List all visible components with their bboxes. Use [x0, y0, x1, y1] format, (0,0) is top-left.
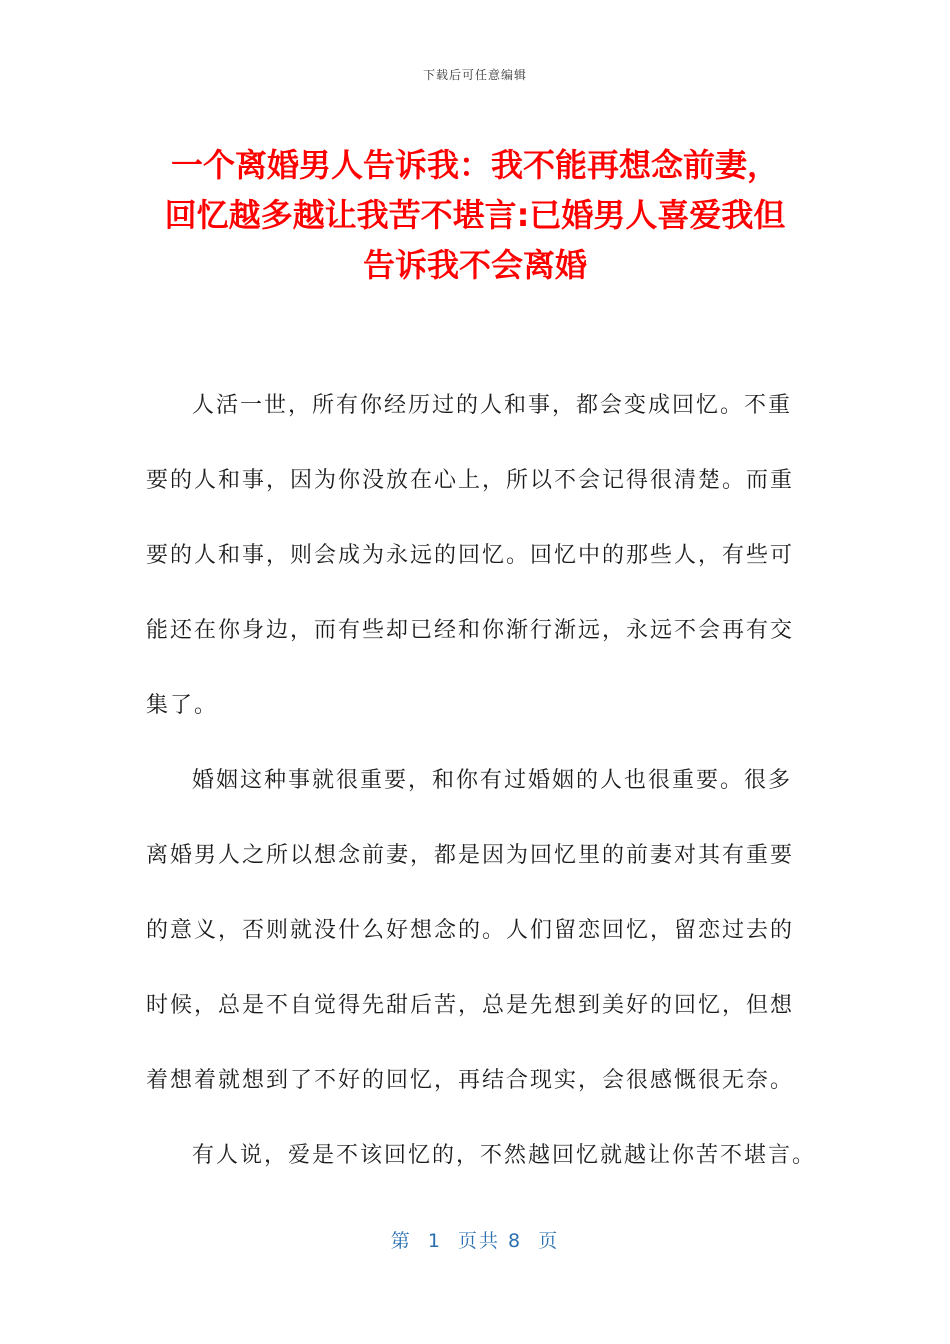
- document-title: [120, 140, 830, 290]
- paragraph: [146, 368, 806, 743]
- paragraph-line: 能还在你身边，而有些却已经和你渐行渐远，永远不会再有交: [146, 618, 795, 643]
- paragraph-line: 婚姻这种事就很重要，和你有过婚姻的人也很重要。很多: [192, 768, 793, 793]
- title-line: 告诉我不会离婚: [362, 246, 587, 284]
- paragraph-line: 的意义，否则就没什么好想念的。人们留恋回忆，留恋过去的: [146, 918, 795, 943]
- page-number-label: 第 1 页共 8 页: [390, 1230, 560, 1252]
- title-line: 一个离婚男人告诉我：我不能再想念前妻，: [170, 146, 779, 184]
- paragraph: [146, 1118, 817, 1193]
- document-body: [146, 368, 817, 1193]
- paragraph-line: 要的人和事，因为你没放在心上，所以不会记得很清楚。而重: [146, 468, 795, 493]
- paragraph: [146, 743, 806, 1118]
- page-footer: [0, 1226, 950, 1253]
- paragraph-line: 集了。: [146, 693, 219, 718]
- paragraph-line: 时候，总是不自觉得先甜后苦，总是先想到美好的回忆，但想: [146, 993, 795, 1018]
- paragraph-line: 要的人和事，则会成为永远的回忆。回忆中的那些人，有些可: [146, 543, 795, 568]
- title-line: 回忆越多越让我苦不堪言:已婚男人喜爱我但: [164, 196, 786, 234]
- header-note: 下载后可任意编辑: [422, 68, 527, 82]
- paragraph-line: 人活一世，所有你经历过的人和事，都会变成回忆。不重: [192, 393, 793, 418]
- paragraph-line: 着想着就想到了不好的回忆，再结合现实，会很感慨很无奈。: [146, 1068, 795, 1093]
- paragraph-line: 有人说，爱是不该回忆的，不然越回忆就越让你苦不堪言。: [192, 1143, 817, 1168]
- paragraph-line: 离婚男人之所以想念前妻，都是因为回忆里的前妻对其有重要: [146, 843, 795, 868]
